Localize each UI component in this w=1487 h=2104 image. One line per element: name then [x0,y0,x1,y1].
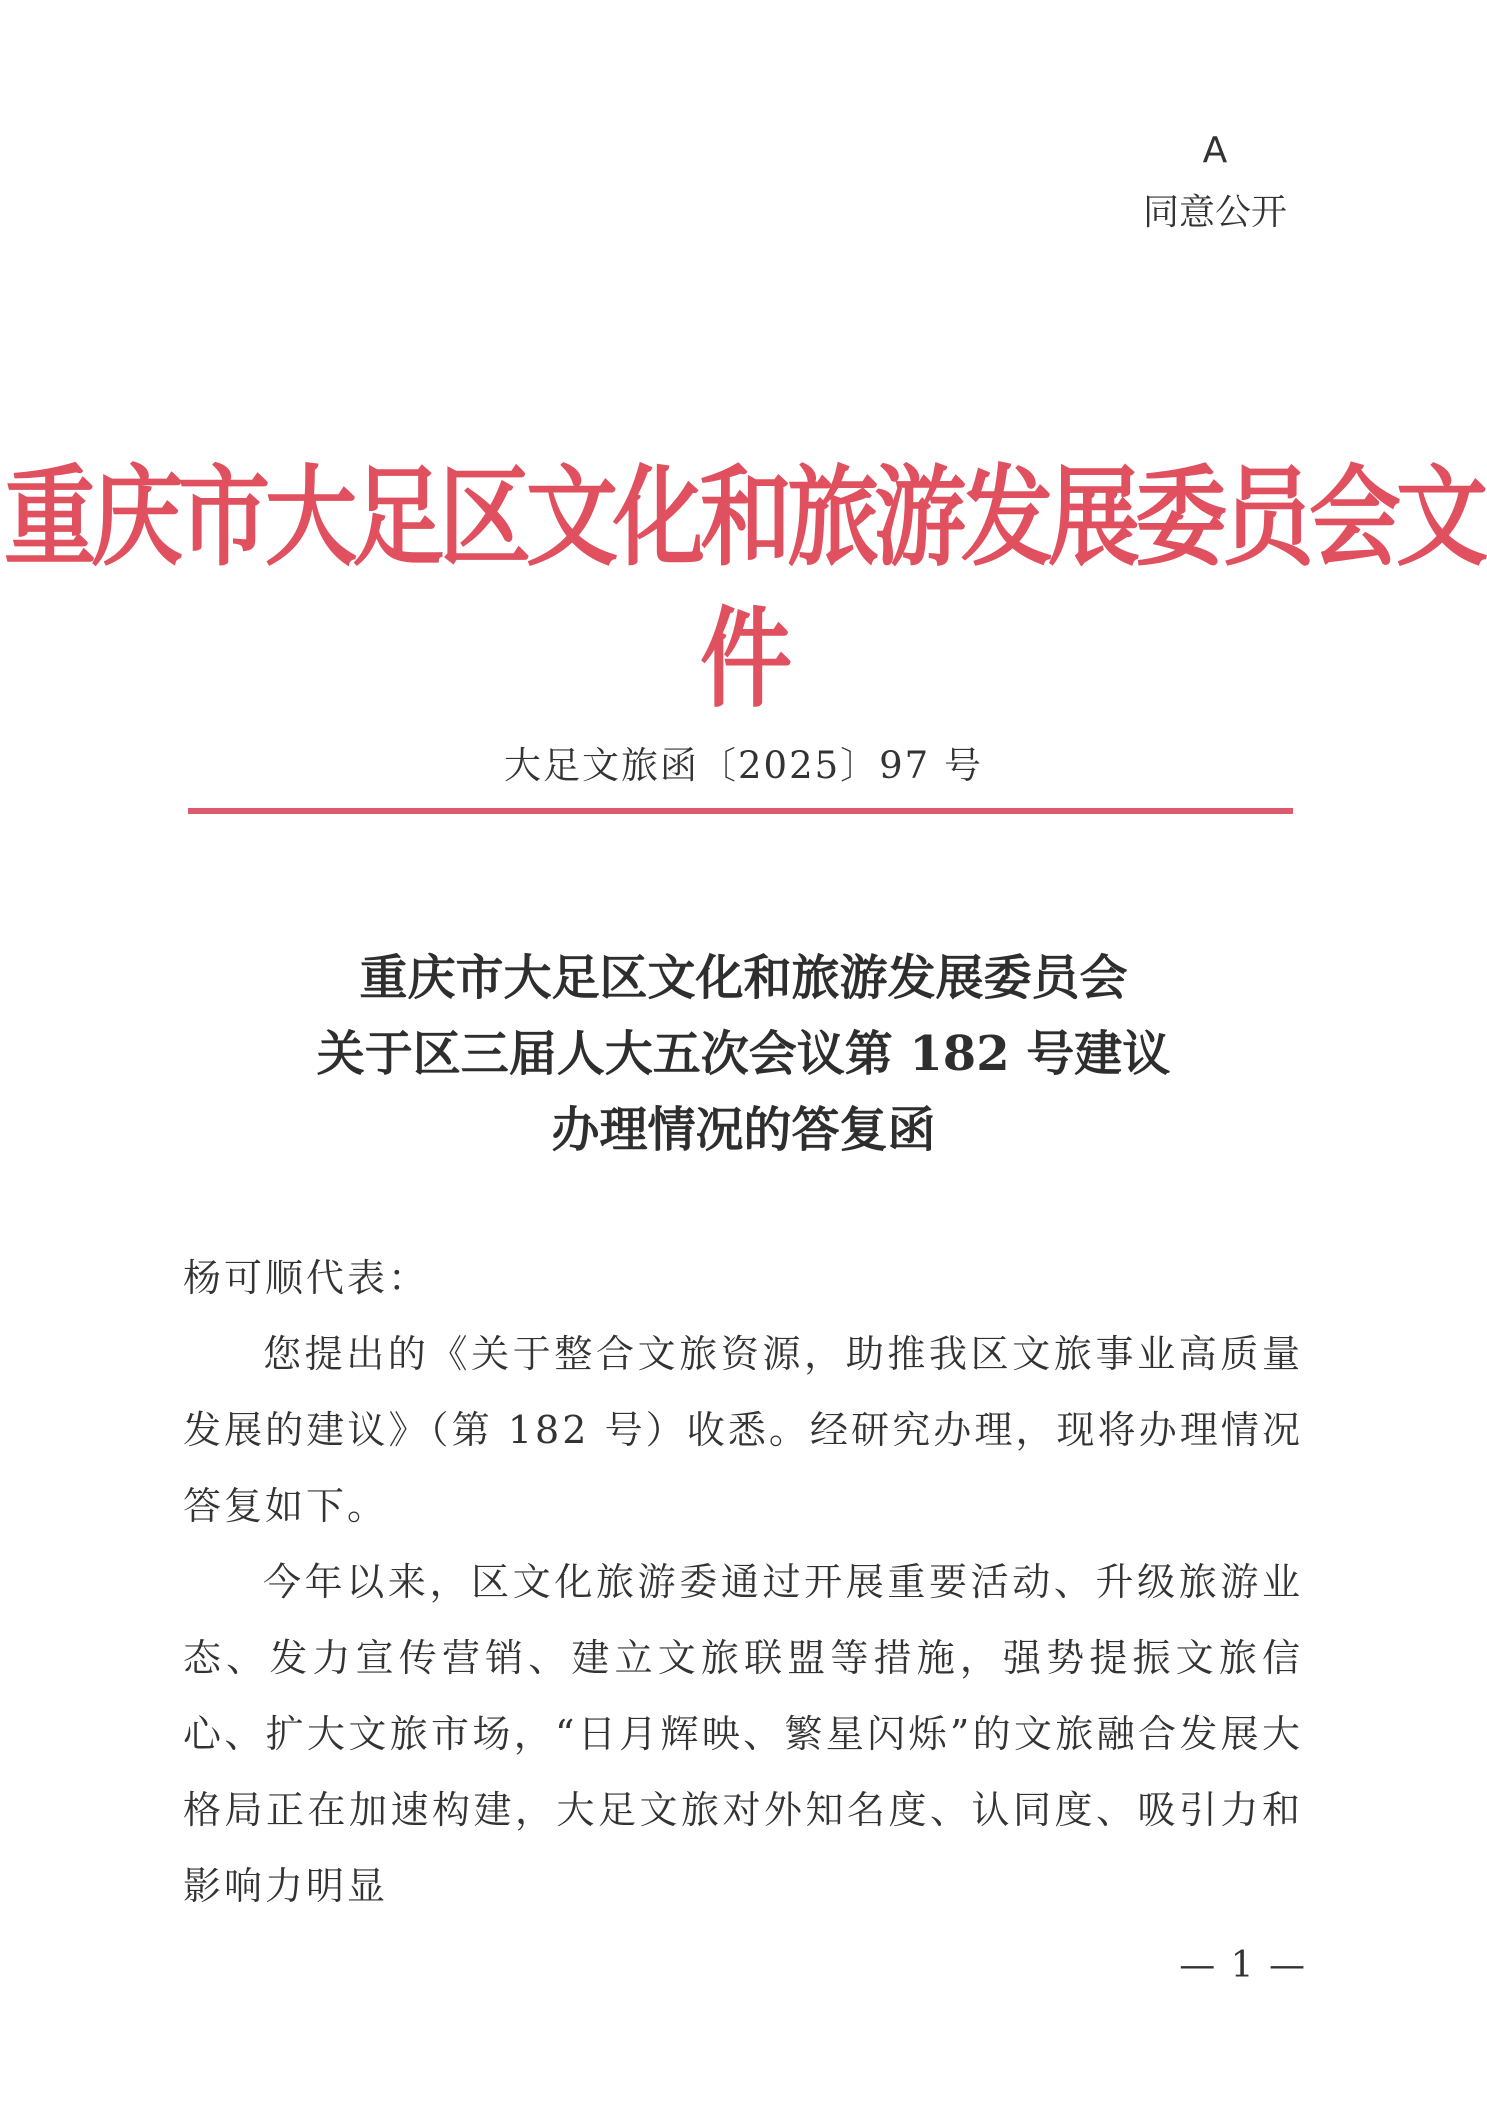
document-number: 大足文旅函〔2025〕97 号 [503,744,983,787]
title-line-2: 关于区三届人大五次会议第 182 号建议 [316,1026,1171,1082]
title-line-3: 办理情况的答复函 [551,1102,936,1158]
body-paragraph-2: 今年以来，区文化旅游委通过开展重要活动、升级旅游业态、发力宣传营销、建立文旅联盟等措施，强势提振文旅信心、扩大文旅市场，“日月辉映、繁星闪烁”的文旅融合发展大格局正在加速构建，大足文旅对外知名度、认同度、吸引力和影响力明显 [183,1560,1303,1908]
title-line-1: 重庆市大足区文化和旅游发展委员会 [359,950,1128,1006]
document-title [0,940,1487,1168]
salutation: 杨可顺代表： [183,1256,430,1300]
disclosure-label: 同意公开 [1142,192,1287,233]
page-number: — 1 — [1179,1945,1307,1986]
classification-label: A [1202,130,1228,171]
document-masthead: 重庆市大足区文化和旅游发展委员会文件 [3,453,1483,723]
red-divider-rule [188,808,1293,814]
disclosure-marker [1143,120,1287,244]
body-paragraph-1: 您提出的《关于整合文旅资源，助推我区文旅事业高质量发展的建议》（第 182 号）收悉。经研究办理，现将办理情况答复如下。 [183,1332,1303,1528]
letter-body [183,1240,1303,1924]
